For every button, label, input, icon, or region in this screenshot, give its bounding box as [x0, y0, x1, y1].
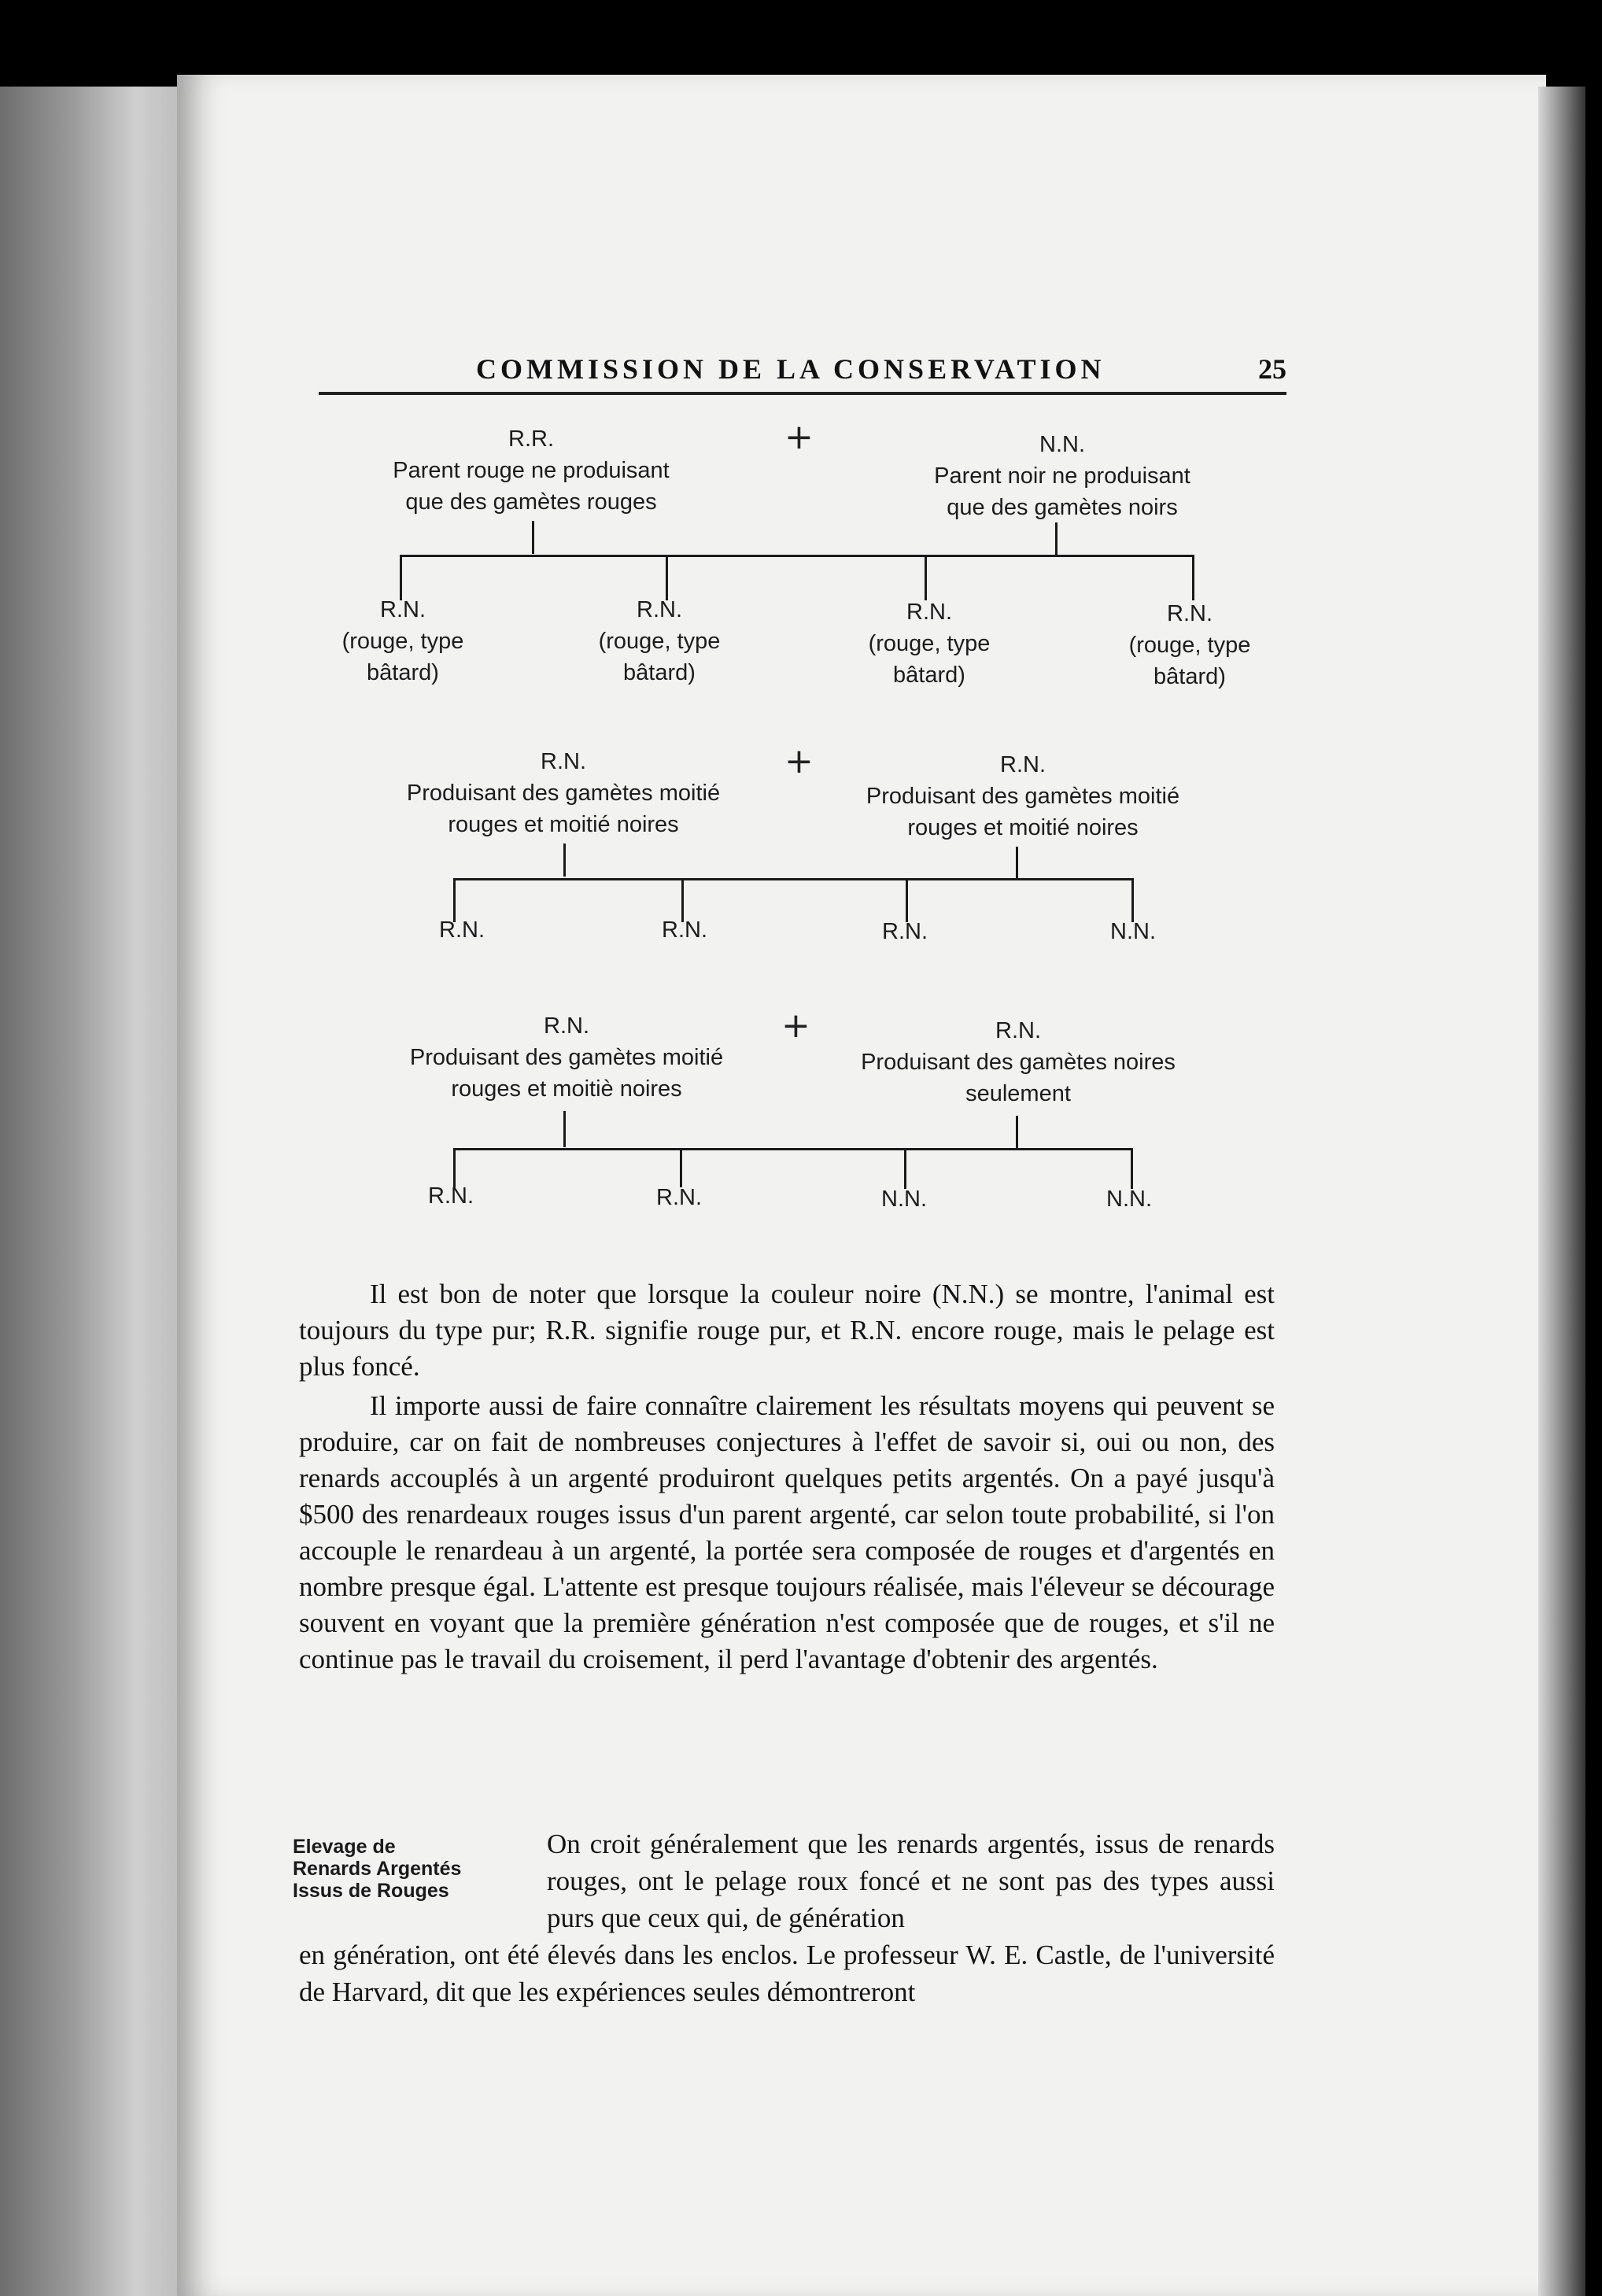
cross1-offspring-2 — [565, 594, 754, 688]
parent-description: Parent noir ne produisant — [934, 463, 1190, 489]
running-header — [319, 353, 1286, 395]
cross1-offspring-4 — [1095, 598, 1284, 692]
margin-note-line: Issus de Rouges — [293, 1880, 449, 1902]
cross3-offspring-1: R.N. — [428, 1183, 474, 1209]
offspring-description: (rouge, type — [598, 629, 721, 654]
parent-connector — [563, 1111, 566, 1147]
cross2-offspring-1: R.N. — [439, 917, 485, 943]
offspring-description: (rouge, type — [1128, 633, 1251, 658]
parent-code: R.R. — [508, 426, 554, 452]
cross-plus-sign: + — [784, 741, 814, 781]
offspring-bar — [400, 555, 1193, 557]
cross1-offspring-1 — [308, 594, 497, 688]
parent-connector — [1055, 522, 1058, 556]
left-page-edge — [0, 87, 181, 2296]
offspring-connector — [925, 555, 927, 600]
cross1-left-parent — [327, 423, 736, 518]
page-number: 25 — [1258, 353, 1286, 385]
paragraph: Il est bon de noter que lorsque la couleur noire (N.N.) se montre, l'animal est toujours du type pur; R.R. signifie rouge pur, et R.N. encore rouge, mais le pelage est plus foncé. — [299, 1279, 1275, 1382]
cross-plus-sign: + — [784, 417, 814, 457]
cross3-offspring-4: N.N. — [1106, 1187, 1152, 1212]
cross2-offspring-3: R.N. — [882, 919, 928, 944]
parent-description: Parent rouge ne produisant — [393, 458, 670, 483]
paragraph-continued: en génération, ont été élevés dans les enclos. Le professeur W. E. Castle, de l'université de Harvard, dit que les expériences seules démontreront — [299, 1940, 1275, 2007]
offspring-description: bâtard) — [893, 663, 965, 688]
cross3-offspring-2: R.N. — [656, 1185, 702, 1210]
offspring-code: R.N. — [637, 597, 682, 622]
parent-code: R.N. — [544, 1013, 589, 1039]
parent-description: Produisant des gamètes moitié — [409, 1045, 724, 1070]
paragraph-indented: On croit généralement que les renards argentés, issus de renards rouges, ont le pelage roux foncé et ne sont pas des types aussi purs que ceux qui, de génération — [547, 1829, 1275, 1933]
cross3-right-parent — [814, 1015, 1223, 1109]
offspring-description: bâtard) — [623, 660, 696, 685]
parent-description: que des gamètes rouges — [405, 489, 657, 515]
offspring-code: R.N. — [906, 600, 952, 625]
offspring-description: bâtard) — [1154, 664, 1226, 689]
parent-connector — [1016, 1116, 1018, 1149]
parent-description: Produisant des gamètes moitié — [866, 784, 1180, 809]
cross2-offspring-2: R.N. — [662, 917, 707, 943]
parent-description: rouges et moitiè noires — [451, 1076, 682, 1102]
right-page-edge — [1538, 87, 1585, 2296]
cross2-offspring-4: N.N. — [1110, 919, 1156, 944]
parent-code: R.N. — [541, 749, 586, 774]
cross1-right-parent — [858, 429, 1267, 523]
offspring-bar — [453, 1148, 1132, 1150]
parent-description: Produisant des gamètes moitié — [406, 781, 721, 806]
parent-code: R.N. — [995, 1018, 1041, 1043]
parent-description: rouges et moitié noires — [907, 815, 1139, 840]
offspring-connector — [1192, 555, 1194, 600]
body-text — [299, 1276, 1275, 1678]
paragraph: Il importe aussi de faire connaître clairement les résultats moyens qui peuvent se produire, car on fait de nombreuses conjectures à l'effet de savoir si, oui ou non, des renards accouplés à un argenté produiront quelques petits argentés. On a payé jusqu'à $500 des renardeaux rouges issus d'un parent argenté, car selon toute probabilité, si l'on accouple le renardeau à un argenté, la portée sera composée de rouges et d'argentés en nombre presque égal. L'attente est presque toujours réalisée, mais l'éleveur se décourage souvent en voyant que la première génération n'est composée que de rouges, et s'il ne continue pas le travail du croisement, il perd l'avantage d'obtenir des argentés. — [299, 1390, 1275, 1674]
margin-note-line: Renards Argentés — [293, 1858, 462, 1880]
parent-description: rouges et moitié noires — [448, 812, 679, 837]
cross3-left-parent — [362, 1010, 771, 1105]
cross3-offspring-3: N.N. — [881, 1187, 927, 1212]
cross2-right-parent — [818, 749, 1227, 843]
cross2-left-parent — [359, 746, 768, 840]
parent-description: seulement — [965, 1081, 1071, 1106]
parent-code: R.N. — [1000, 752, 1046, 777]
parent-description: Produisant des gamètes noires — [861, 1050, 1176, 1075]
header-title: COMMISSION DE LA CONSERVATION — [476, 353, 1106, 385]
offspring-description: (rouge, type — [341, 629, 464, 654]
margin-note-line: Elevage de — [293, 1836, 396, 1858]
parent-code: N.N. — [1039, 432, 1085, 457]
offspring-bar — [453, 878, 1132, 880]
offspring-code: R.N. — [1167, 601, 1213, 626]
parent-connector — [563, 843, 566, 877]
cross-plus-sign: + — [781, 1006, 810, 1046]
cross1-offspring-3 — [835, 596, 1024, 691]
offspring-code: R.N. — [380, 597, 426, 622]
offspring-description: (rouge, type — [868, 631, 991, 656]
parent-connector — [1016, 847, 1018, 878]
parent-connector — [532, 521, 534, 554]
offspring-description: bâtard) — [367, 660, 439, 685]
parent-description: que des gamètes noirs — [947, 495, 1178, 520]
section-paragraph — [299, 1825, 1275, 2010]
